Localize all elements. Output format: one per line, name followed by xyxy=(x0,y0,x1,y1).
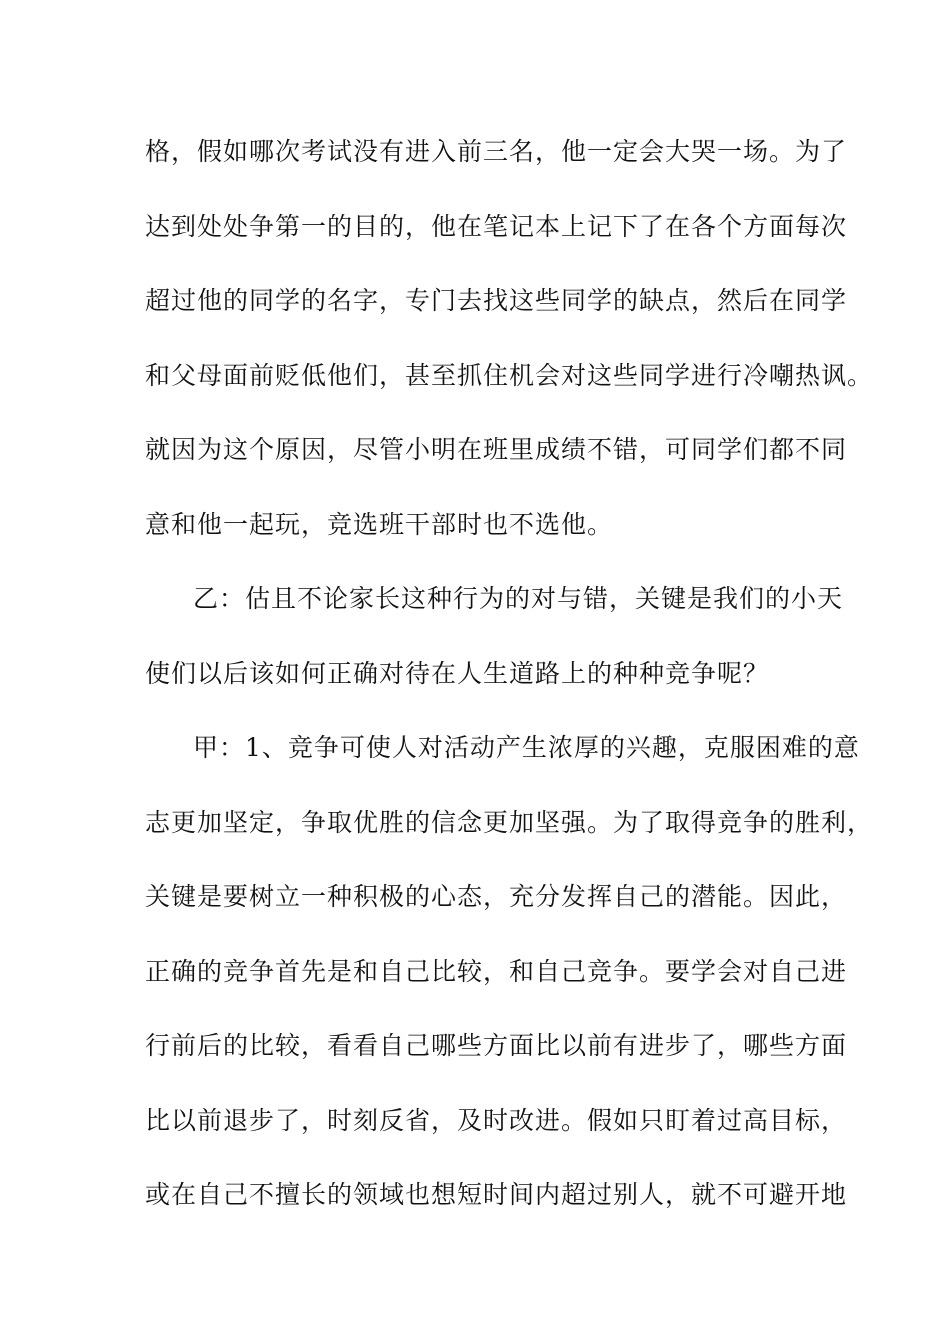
text-line: 比以前退步了，时刻反省，及时改进。假如只盯着过高目标， xyxy=(145,1105,848,1135)
text-line: 行前后的比较，看看自己哪些方面比以前有进步了，哪些方面 xyxy=(145,1031,848,1060)
text-line: 意和他一起玩，竞选班干部时也不选他。 xyxy=(145,509,614,539)
text-line: 就因为这个原因，尽管小明在班里成绩不错，可同学们都不同 xyxy=(145,435,848,464)
text-line: 志更加坚定，争取优胜的信念更加坚强。为了取得竞争的胜利， xyxy=(145,807,874,837)
paragraph-start-line: 甲：1、竞争可使人对活动产生浓厚的兴趣，克服困难的意 xyxy=(193,733,860,762)
text-line: 或在自己不擅长的领域也想短时间内超过别人，就不可避开地 xyxy=(145,1180,848,1209)
paragraph-start-line: 乙：估且不论家长这种行为的对与错，关键是我们的小天 xyxy=(193,584,844,613)
text-line: 格，假如哪次考试没有进入前三名，他一定会大哭一场。为了 xyxy=(145,137,848,166)
text-line: 关键是要树立一种积极的心态，充分发挥自己的潜能。因此， xyxy=(145,882,848,911)
text-line: 和父母面前贬低他们，甚至抓住机会对这些同学进行冷嘲热讽。 xyxy=(145,360,874,390)
text-line: 正确的竞争首先是和自己比较，和自己竞争。要学会对自己进 xyxy=(145,956,848,986)
body-text xyxy=(145,132,874,1250)
text-line: 超过他的同学的名字，专门去找这些同学的缺点，然后在同学 xyxy=(145,286,848,315)
text-line: 达到处处争第一的目的，他在笔记本上记下了在各个方面每次 xyxy=(145,211,848,241)
text-line: 使们以后该如何正确对待在人生道路上的种种竞争呢？ xyxy=(145,658,770,688)
